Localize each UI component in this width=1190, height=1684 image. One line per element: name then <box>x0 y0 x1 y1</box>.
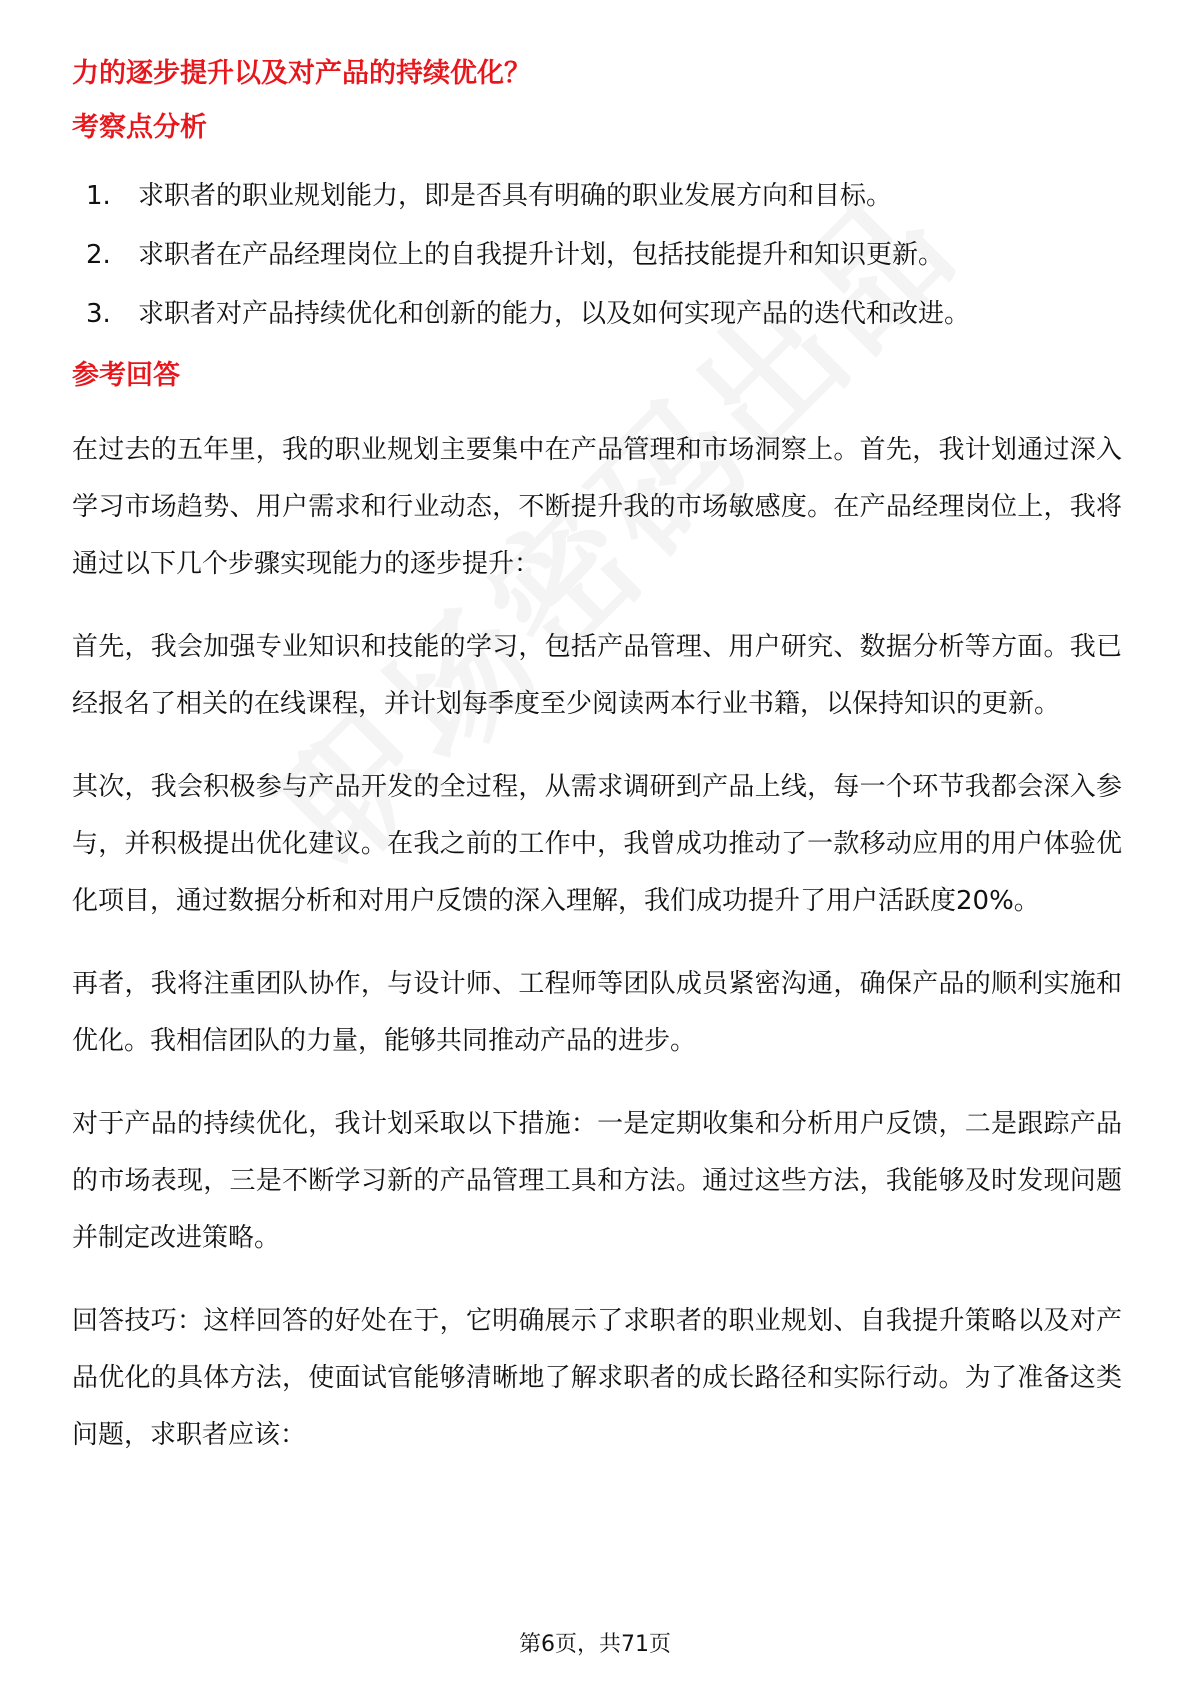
answer-tips-paragraph: 回答技巧：这样回答的好处在于，它明确展示了求职者的职业规划、自我提升策略以及对产品优化的具体方法，使面试官能够清晰地了解求职者的成长路径和实际行动。为了准备这类问题，求职者应该： <box>72 1306 1122 1450</box>
list-item-text: 求职者在产品经理岗位上的自我提升计划，包括技能提升和知识更新。 <box>138 240 945 270</box>
list-number: 2. <box>86 240 111 270</box>
answer-paragraph: 再者，我将注重团队协作，与设计师、工程师等团队成员紧密沟通，确保产品的顺利实施和优化。我相信团队的力量，能够共同推动产品的进步。 <box>72 969 1122 1056</box>
section-heading-answer: 参考回答 <box>72 360 180 391</box>
page-content <box>72 44 1122 1464</box>
list-item <box>72 235 1122 275</box>
list-item-text: 求职者对产品持续优化和创新的能力，以及如何实现产品的迭代和改进。 <box>138 299 971 329</box>
list-item <box>72 294 1122 334</box>
question-tail: 力的逐步提升以及对产品的持续优化？ <box>72 58 531 89</box>
answer-paragraph: 在过去的五年里，我的职业规划主要集中在产品管理和市场洞察上。首先，我计划通过深入学习市场趋势、用户需求和行业动态，不断提升我的市场敏感度。在产品经理岗位上，我将通过以下几个步骤实现能力的逐步提升： <box>72 435 1122 579</box>
list-item-text: 求职者的职业规划能力，即是否具有明确的职业发展方向和目标。 <box>138 181 893 211</box>
answer-paragraph: 对于产品的持续优化，我计划采取以下措施：一是定期收集和分析用户反馈，二是跟踪产品的市场表现，三是不断学习新的产品管理工具和方法。通过这些方法，我能够及时发现问题并制定改进策略。 <box>72 1109 1122 1253</box>
page-number-footer: 第6页，共71页 <box>519 1632 671 1657</box>
section-heading-analysis: 考察点分析 <box>72 112 207 143</box>
list-item <box>72 176 1122 216</box>
answer-paragraph: 首先，我会加强专业知识和技能的学习，包括产品管理、用户研究、数据分析等方面。我已经报名了相关的在线课程，并计划每季度至少阅读两本行业书籍，以保持知识的更新。 <box>72 632 1122 719</box>
list-number: 1. <box>86 181 111 211</box>
analysis-points-list <box>72 176 1122 334</box>
list-number: 3. <box>86 299 111 329</box>
answer-paragraph: 其次，我会积极参与产品开发的全过程，从需求调研到产品上线，每一个环节我都会深入参与，并积极提出优化建议。在我之前的工作中，我曾成功推动了一款移动应用的用户体验优化项目，通过数据分析和对用户反馈的深入理解，我们成功提升了用户活跃度20%。 <box>72 772 1122 916</box>
